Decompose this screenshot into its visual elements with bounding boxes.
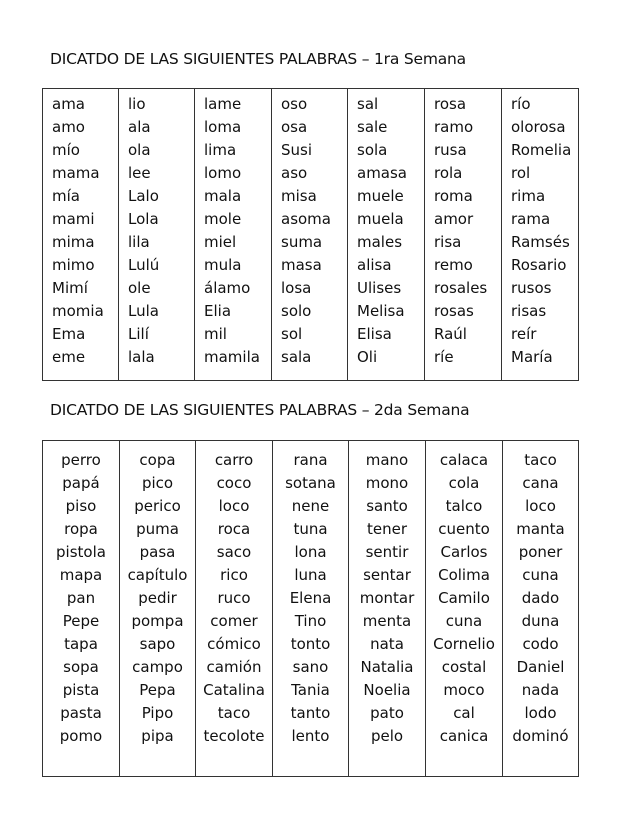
week1-column-2: [119, 89, 195, 381]
word: moco: [443, 681, 485, 699]
word: Raúl: [434, 325, 467, 343]
word: sopa: [63, 658, 99, 676]
word: taco: [524, 451, 557, 469]
word: ala: [128, 118, 151, 136]
word: pomo: [59, 727, 103, 745]
word: amasa: [357, 164, 408, 182]
word: miel: [204, 233, 237, 251]
word: lima: [204, 141, 237, 159]
word: Lola: [128, 210, 159, 228]
week1-column-3: [195, 89, 272, 381]
word: pan: [66, 589, 96, 607]
week2-column-4: [273, 441, 349, 777]
word: mima: [52, 233, 95, 251]
word: lee: [128, 164, 151, 182]
word: Mimí: [52, 279, 88, 297]
word: rama: [511, 210, 551, 228]
word: ola: [128, 141, 151, 159]
word: menta: [362, 612, 412, 630]
word: rusos: [511, 279, 552, 297]
word: poner: [518, 543, 563, 561]
word: dado: [521, 589, 560, 607]
word: pasta: [60, 704, 102, 722]
word: sotana: [285, 474, 336, 492]
word: sentir: [365, 543, 409, 561]
word: Carlos: [440, 543, 488, 561]
word: sale: [357, 118, 388, 136]
word: pista: [62, 681, 100, 699]
word: Ulises: [357, 279, 402, 297]
word: ramo: [434, 118, 474, 136]
week1-word-table: [42, 88, 579, 381]
word: perro: [61, 451, 101, 469]
week1-column-6: [425, 89, 502, 381]
word: cal: [453, 704, 475, 722]
word: Ema: [52, 325, 86, 343]
word: pompa: [131, 612, 184, 630]
word: rosas: [434, 302, 474, 320]
word: mapa: [59, 566, 103, 584]
word: risa: [434, 233, 462, 251]
week2-word-table: [42, 440, 579, 777]
word: loco: [218, 497, 250, 515]
word: saco: [216, 543, 252, 561]
word: tuna: [293, 520, 328, 538]
word: puma: [136, 520, 179, 538]
word: lala: [128, 348, 155, 366]
word: lodo: [524, 704, 557, 722]
word: Rosario: [511, 256, 567, 274]
word: oso: [281, 95, 308, 113]
word: ole: [128, 279, 151, 297]
word: Daniel: [516, 658, 565, 676]
word: muela: [357, 210, 404, 228]
week1-column-5: [348, 89, 425, 381]
word: solo: [281, 302, 312, 320]
word: sol: [281, 325, 303, 343]
word: olorosa: [511, 118, 566, 136]
word: Cornelio: [433, 635, 495, 653]
week1-title: DICATDO DE LAS SIGUIENTES PALABRAS – 1ra Semana: [50, 50, 466, 68]
word: Natalia: [360, 658, 414, 676]
word: Susi: [281, 141, 313, 159]
word: roma: [434, 187, 473, 205]
word: rico: [220, 566, 248, 584]
word: mía: [52, 187, 80, 205]
week1-column-1: [43, 89, 119, 381]
word: camión: [206, 658, 262, 676]
word: males: [357, 233, 403, 251]
word: pipa: [141, 727, 174, 745]
word: Ramsés: [511, 233, 570, 251]
word: mano: [365, 451, 409, 469]
word: amor: [434, 210, 474, 228]
word: dominó: [512, 727, 569, 745]
word: reír: [511, 325, 537, 343]
word: tapa: [64, 635, 98, 653]
word: mamila: [204, 348, 260, 366]
word: Elena: [289, 589, 332, 607]
word: pasa: [139, 543, 176, 561]
word: sano: [292, 658, 329, 676]
word: Romelia: [511, 141, 572, 159]
week2-column-6: [426, 441, 503, 777]
word: piso: [65, 497, 97, 515]
word: santo: [366, 497, 408, 515]
word: codo: [522, 635, 559, 653]
word: cómico: [207, 635, 261, 653]
word: álamo: [204, 279, 251, 297]
word: rosa: [434, 95, 467, 113]
word: lila: [128, 233, 150, 251]
word: ruco: [217, 589, 251, 607]
word: lame: [204, 95, 242, 113]
word: tecolote: [203, 727, 265, 745]
word: Tino: [294, 612, 327, 630]
word: rusa: [434, 141, 467, 159]
word: amo: [52, 118, 85, 136]
word: perico: [134, 497, 181, 515]
word: canica: [439, 727, 489, 745]
word: Pepa: [139, 681, 176, 699]
week1-column-7: [502, 89, 579, 381]
word: nene: [291, 497, 330, 515]
word: roca: [217, 520, 251, 538]
word: duna: [521, 612, 560, 630]
word: ropa: [64, 520, 98, 538]
word: carro: [214, 451, 254, 469]
word: mama: [52, 164, 100, 182]
word: asoma: [281, 210, 331, 228]
word: mono: [365, 474, 409, 492]
word: mío: [52, 141, 80, 159]
word: Camilo: [438, 589, 490, 607]
word: Pepe: [62, 612, 100, 630]
word: Pipo: [141, 704, 174, 722]
week2-column-1: [43, 441, 120, 777]
word: tener: [366, 520, 407, 538]
word: Elia: [204, 302, 232, 320]
word: campo: [132, 658, 183, 676]
word: rol: [511, 164, 531, 182]
word: mole: [204, 210, 242, 228]
word: remo: [434, 256, 473, 274]
word: osa: [281, 118, 308, 136]
word: cuna: [445, 612, 483, 630]
word: cuna: [522, 566, 559, 584]
week2-title: DICATDO DE LAS SIGUIENTES PALABRAS – 2da Semana: [50, 401, 470, 419]
word: rola: [434, 164, 463, 182]
word: mala: [204, 187, 242, 205]
word: Tania: [291, 681, 330, 699]
word: luna: [294, 566, 327, 584]
word: lento: [291, 727, 330, 745]
word: muele: [357, 187, 404, 205]
word: cana: [522, 474, 559, 492]
word: mula: [204, 256, 242, 274]
word: sala: [281, 348, 312, 366]
week2-column-2: [120, 441, 196, 777]
word: rima: [511, 187, 546, 205]
word: lona: [294, 543, 327, 561]
word: pelo: [370, 727, 404, 745]
word: mami: [52, 210, 95, 228]
word: loma: [204, 118, 242, 136]
word: talco: [445, 497, 483, 515]
word: loco: [525, 497, 556, 515]
word: rosales: [434, 279, 488, 297]
word: mimo: [52, 256, 95, 274]
word: manta: [516, 520, 565, 538]
word: cuento: [438, 520, 490, 538]
word: ama: [52, 95, 85, 113]
word: montar: [359, 589, 415, 607]
word: Catalina: [203, 681, 265, 699]
word: misa: [281, 187, 317, 205]
word: cola: [448, 474, 480, 492]
word: calaca: [439, 451, 489, 469]
word: Noelia: [363, 681, 411, 699]
word: Oli: [357, 348, 378, 366]
word: sola: [357, 141, 388, 159]
word: risas: [511, 302, 547, 320]
word: eme: [52, 348, 86, 366]
word: capítulo: [127, 566, 188, 584]
word: rana: [293, 451, 328, 469]
word: aso: [281, 164, 308, 182]
word: María: [511, 348, 553, 366]
word: comer: [210, 612, 258, 630]
word: sapo: [139, 635, 176, 653]
word: Lilí: [128, 325, 149, 343]
word: papá: [62, 474, 100, 492]
word: sal: [357, 95, 379, 113]
word: pedir: [138, 589, 177, 607]
word: losa: [281, 279, 312, 297]
word: nada: [521, 681, 560, 699]
word: pistola: [56, 543, 106, 561]
week2-column-3: [196, 441, 273, 777]
word: Lula: [128, 302, 159, 320]
word: lio: [128, 95, 146, 113]
word: suma: [281, 233, 323, 251]
week2-column-5: [349, 441, 426, 777]
word: pato: [370, 704, 404, 722]
word: coco: [216, 474, 252, 492]
week2-column-7: [503, 441, 579, 777]
word: nata: [370, 635, 404, 653]
word: mil: [204, 325, 227, 343]
word: costal: [441, 658, 487, 676]
word: río: [511, 95, 531, 113]
word: Lalo: [128, 187, 159, 205]
word: copa: [139, 451, 176, 469]
word: sentar: [363, 566, 411, 584]
word: momia: [52, 302, 104, 320]
word: lomo: [204, 164, 242, 182]
word: Melisa: [357, 302, 405, 320]
word: masa: [281, 256, 322, 274]
word: tanto: [290, 704, 331, 722]
word: Lulú: [128, 256, 160, 274]
word: Elisa: [357, 325, 392, 343]
word: ríe: [434, 348, 454, 366]
week1-column-4: [272, 89, 348, 381]
word: tonto: [290, 635, 331, 653]
word: taco: [217, 704, 251, 722]
word: Colima: [438, 566, 490, 584]
word: alisa: [357, 256, 392, 274]
word: pico: [141, 474, 174, 492]
